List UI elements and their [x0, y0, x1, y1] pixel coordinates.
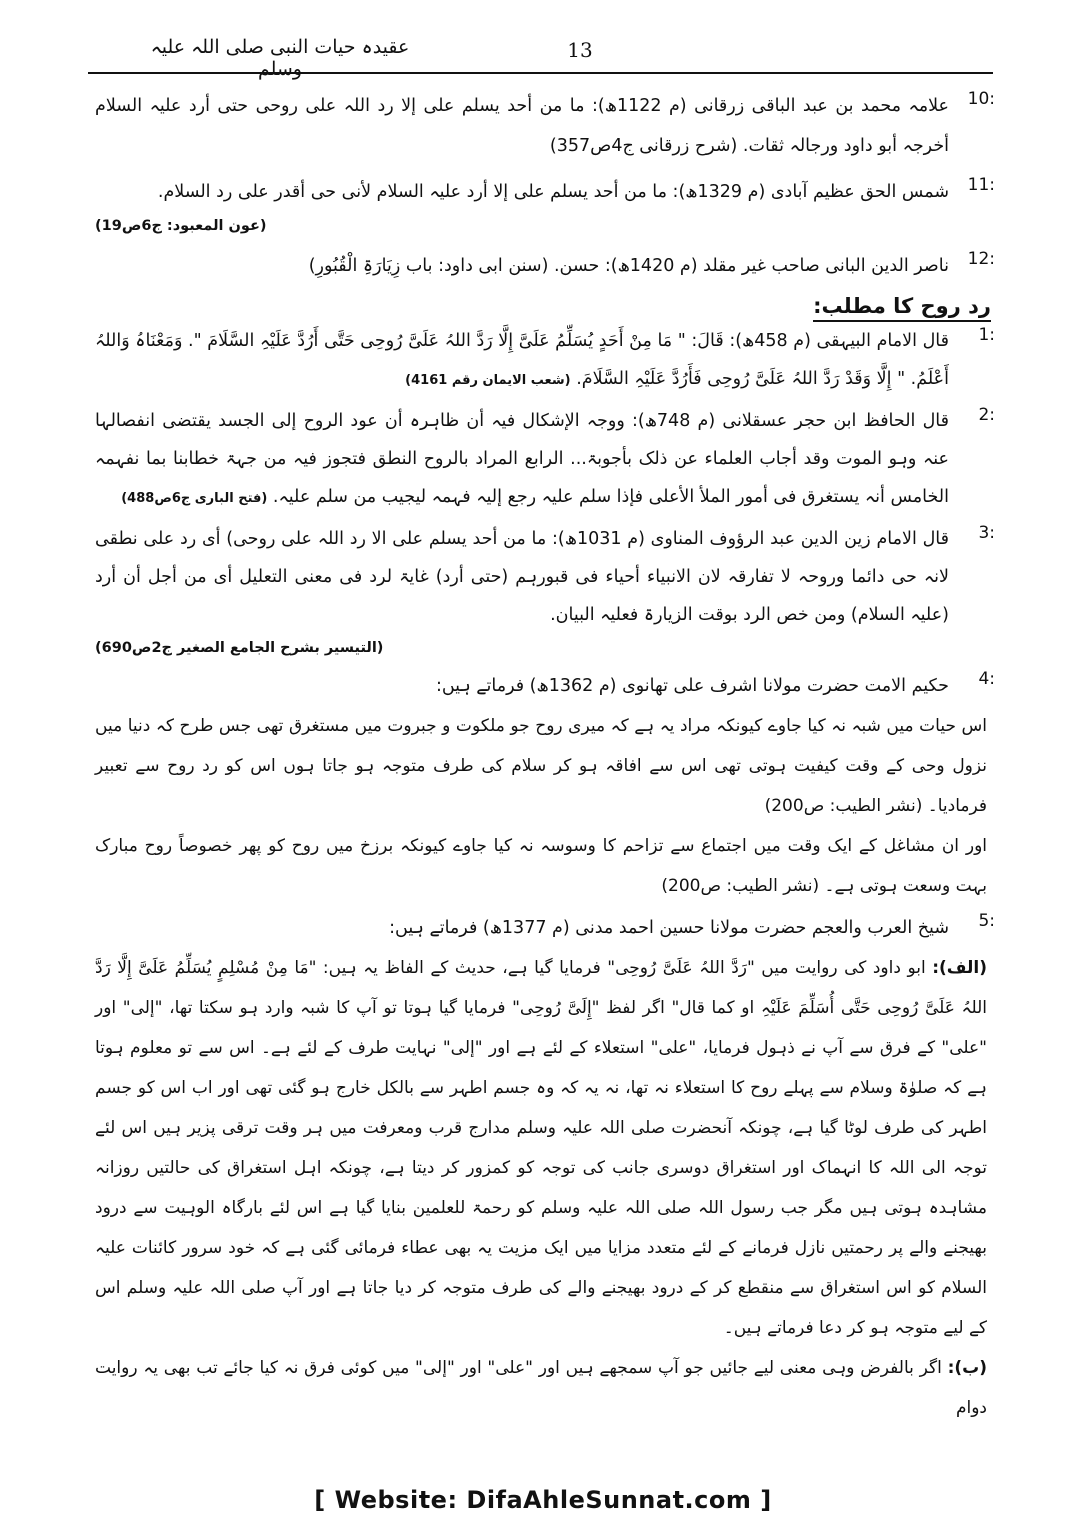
entry-2: [95, 402, 995, 518]
entry-number: 3:: [978, 523, 995, 543]
page-body: [95, 84, 995, 1428]
entry-number: 12:: [967, 249, 995, 269]
entry-4-paragraph-2: اور ان مشاغل کے ایک وقت میں اجتماع سے تزاحم کا وسوسہ نہ کیا جاوے کیونکہ برزخ میں روح کو پھر خصوصاً روح مبارک بہت وسعت ہوتی ہے۔ (نشر الطیب: ص200): [95, 836, 987, 896]
running-title: عقیدہ حیات النبی صلی اللہ علیہ وسلم: [150, 36, 410, 80]
entry-text-body: قال الامام البیہقی (م 458ھ): قَالَ: " مَا مِنْ أَحَدٍ یُسَلِّمُ عَلَیَّ إِلَّا رَدَّ اللہُ عَلَیَّ رُوحِی حَتَّی أَرُدَّ عَلَیْہِ السَّلَامَ ". وَمَعْنَاہُ وَاللہُ أَعْلَمُ. " إِلَّا وَقَدْ رَدَّ اللہُ عَلَیَّ رُوحِی فَأَرُدَّ عَلَیْہِ السَّلَامَ.: [95, 331, 949, 389]
website-footer: [ Website: DifaAhleSunnat.com ]: [314, 1486, 772, 1514]
entry-number: 4:: [978, 669, 995, 689]
entry-text: [95, 402, 949, 518]
entry-12: [95, 246, 995, 286]
entry-3: [95, 520, 995, 634]
entry-source: (عون المعبود: ج6ص19): [95, 218, 267, 234]
section-heading: [95, 286, 995, 322]
entry-4: [95, 666, 995, 706]
entry-number: 10:: [967, 89, 995, 109]
entry-5-paragraph-a: [95, 948, 995, 1348]
entry-4-paragraph-1: اس حیات میں شبہ نہ کیا جاوے کیونکہ مراد یہ ہے کہ میری روح جو ملکوت و جبروت میں مستغرق تھی جس طرح کہ دنیا میں نزول وحی کے وقت کیفیت ہوتی تھی اس سے افاقہ ہو کر سلام کی طرف متوجہ ہو جاتا ہوں اس کو رد روح سے تعبیر فرمادیا۔ (نشر الطیب: ص200): [95, 716, 987, 816]
page-number: 13: [567, 38, 593, 62]
entry-text: [95, 322, 949, 400]
entry-1: [95, 322, 995, 400]
entry-number: 1:: [978, 325, 995, 345]
entry-number: 2:: [978, 405, 995, 425]
section-heading-text: رد روح کا مطلب:: [813, 294, 991, 322]
entry-10: [95, 86, 995, 166]
entry-text: قال الامام زین الدین عبد الرؤوف المناوی (م 1031ھ): ما من أحد یسلم علی الا رد اللہ علی روحی) أی رد علی نطقی لانہ حی دائما وروحہ لا تفارقہ لان الانبیاء أحیاء فی قبورہم (حتی أرد) غایۃ لرد فی معنی التعلیل أی من أجل أن أرد (علیہ السلام) ومن خص الرد بوقت الزیارۃ فعلیہ البیان.: [95, 529, 949, 625]
entry-number: 11:: [967, 175, 995, 195]
entry-3-source: (التیسیر بشرح الجامع الصغیر ج2ص690): [95, 640, 384, 656]
paragraph-b-text: اگر بالفرض وہی معنی لیے جائیں جو آپ سمجھے ہیں اور "علی" اور "إلی" میں کوئی فرق نہ کیا جائے تب بھی یہ روایت دوام: [95, 1358, 987, 1418]
sub-label-b: (ب):: [947, 1358, 988, 1378]
entry-text: شمس الحق عظیم آبادی (م 1329ھ): ما من أحد یسلم علی إلا أرد علیہ السلام لأنی حی أقدر علی رد السلام.: [157, 182, 949, 202]
sub-label-a: (الف):: [932, 958, 987, 978]
entry-text-body: قال الحافظ ابن حجر عسقلانی (م 748ھ): ووجہ الإشکال فیہ أن ظاہرہ أن عود الروح إلی الجسد یقتضی انفصالہا عنہ وہو الموت وقد أجاب العلماء عن ذلک بأجوبۃ... الرابع المراد بالروح النطق فتجوز فیہ من جہۃ خطابنا بما نفہمہ الخامس أنہ یستغرق فی أمور الملأ الأعلی فإذا سلم علیہ رجع إلیہ فہمہ لیجیب من سلم علیہ.: [95, 411, 949, 507]
entry-source: (شعب الایمان رقم 4161): [405, 373, 571, 388]
entry-heading: شیخ العرب والعجم حضرت مولانا حسین احمد مدنی (م 1377ھ) فرماتے ہیں:: [389, 918, 949, 938]
paragraph-a-text: ابو داود کی روایت میں "رَدَّ اللہُ عَلَیَّ رُوحِی" فرمایا گیا ہے، حدیث کے الفاظ یہ ہیں: "مَا مِنْ مُسْلِمٍ یُسَلِّمُ عَلَیَّ إِلَّا رَدَّ اللہُ عَلَیَّ رُوحِی حَتَّی أُسَلِّمَ عَلَیْہِ او کما قال" اگر لفظ "إِلَیَّ رُوحِی" فرمایا گیا ہوتا تو آپ کا شبہ وارد ہو سکتا تھا، "إلی" اور "علی" کے فرق سے آپ نے ذہول فرمایا، "علی" استعلاء کے لئے ہے اور "إلی" نہایت طرف کے لئے ہے۔ اس سے تو معلوم ہوتا ہے کہ صلوٰۃ وسلام سے پہلے روح کا استعلاء نہ تھا، نہ یہ کہ وہ جسم اطہر سے بالکل خارج ہو گئی تھی اور اب اس کو جسم اطہر کی طرف لوٹا گیا ہے، چونکہ آنحضرت صلی اللہ علیہ وسلم مدارج قرب ومعرفت میں ہر وقت ترقی پزیر ہیں اس لئے توجہ الی اللہ کا انہماک اور استغراق دوسری جانب کی توجہ کو کمزور کر دیتا ہے، چونکہ اہل استغراق کی حالتیں روزانہ مشاہدہ ہوتی ہیں مگر جب رسول اللہ صلی اللہ علیہ وسلم کو رحمۃ للعلمین بنایا گیا ہے اس لئے بارگاہ الوہیت سے درود بھیجنے والے پر رحمتیں نازل فرمانے کے لئے متعدد مزایا میں ایک مزیت یہ بھی عطاء فرمائی گئی ہے کہ خود سرور کائنات علیہ السلام کو اس استغراق سے منقطع کر کے درود بھیجنے والے کی طرف متوجہ کر دیا جاتا ہے اور آپ صلی اللہ علیہ وسلم اس کے لیے متوجہ ہو کر دعا فرماتے ہیں۔: [95, 958, 987, 1338]
entry-5-paragraph-b: [95, 1348, 995, 1428]
entry-number: 5:: [978, 911, 995, 931]
entry-text: علامہ محمد بن عبد الباقی زرقانی (م 1122ھ): ما من أحد یسلم علی إلا رد اللہ علی روحی حتی أرد علیہ السلام أخرجہ أبو داود ورجالہ ثقات. (شرح زرقانی ج4ص357): [95, 96, 949, 156]
entry-11: [95, 172, 995, 212]
entry-source: (فتح الباری ج6ص488): [121, 491, 268, 506]
entry-5: [95, 908, 995, 948]
entry-text: ناصر الدین البانی صاحب غیر مقلد (م 1420ھ): حسن. (سنن ابی داود: باب زِیَارَۃِ الْقُبُورِ): [308, 256, 949, 276]
entry-heading: حکیم الامت حضرت مولانا اشرف علی تھانوی (م 1362ھ) فرماتے ہیں:: [435, 676, 949, 696]
header-rule: [88, 72, 993, 74]
